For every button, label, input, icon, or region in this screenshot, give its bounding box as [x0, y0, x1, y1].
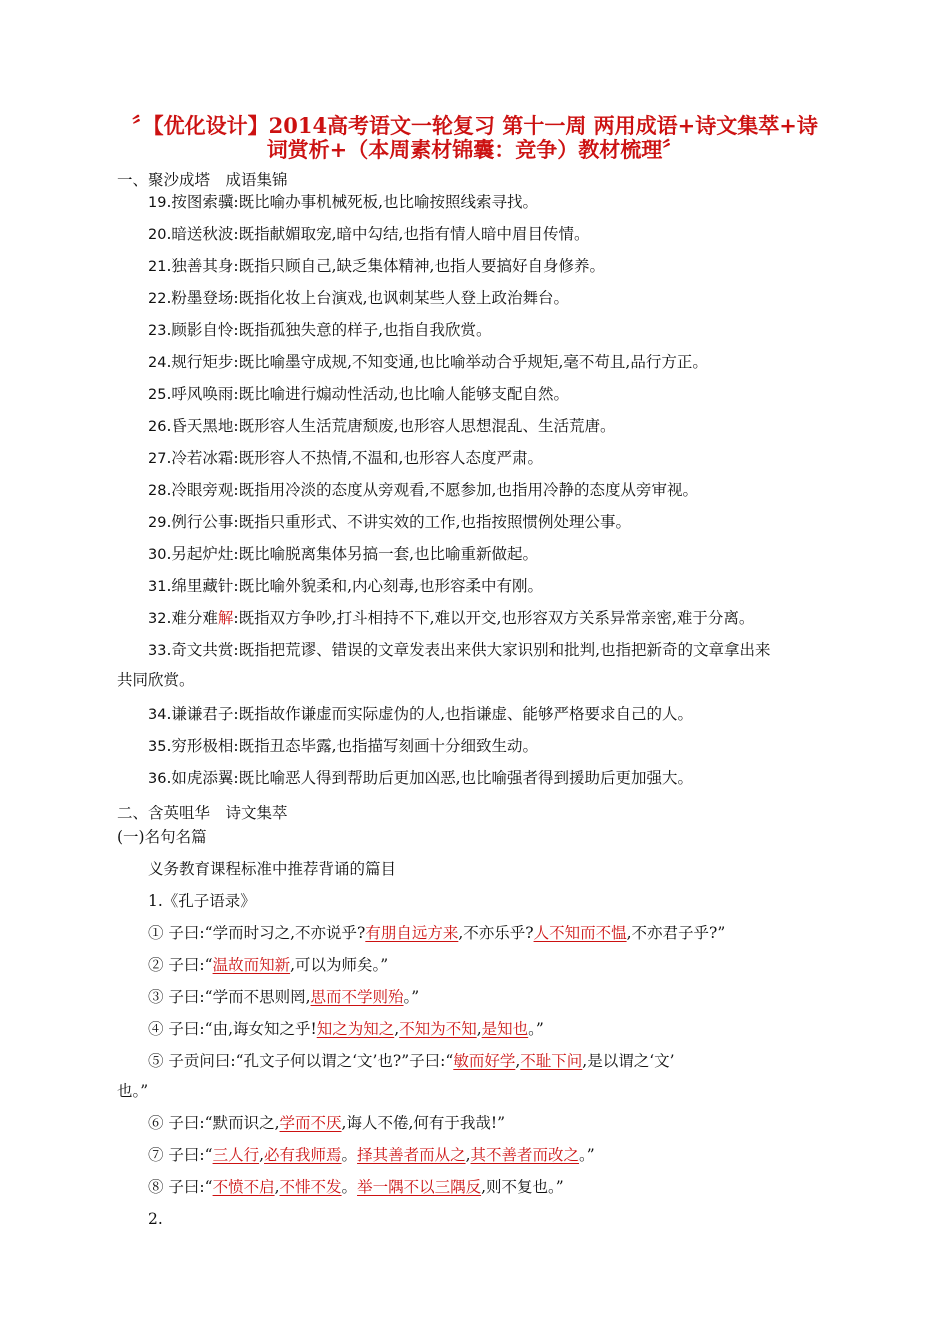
idiom-item	[148, 479, 698, 502]
idiom-definition: :既指丑态毕露,也指描写刻画十分细致生动。	[233, 737, 539, 755]
idiom-item	[148, 255, 605, 278]
idiom-number: 23	[148, 323, 167, 339]
idiom-definition: :既指用冷淡的态度从旁观看,不愿参加,也指用冷静的态度从旁审视。	[233, 481, 698, 499]
quote-answer: 有朋自远方来	[365, 924, 459, 942]
quote-text: ,是以谓之‘文’	[582, 1052, 675, 1070]
idiom-item	[148, 543, 538, 566]
idiom-term: 规行矩步	[171, 353, 234, 371]
quote-answer: 三人行	[212, 1146, 260, 1164]
section2-heading: 二、含英咀华 诗文集萃	[117, 804, 288, 822]
recitation-intro: 义务教育课程标准中推荐背诵的篇目	[148, 860, 397, 878]
idiom-number-dot: .	[166, 193, 172, 211]
idiom-number: 26	[148, 419, 167, 435]
idiom-definition: :既形容人不热情,不温和,也形容人态度严肃。	[233, 449, 543, 467]
quote-2	[148, 954, 388, 976]
idiom-term: 难分难	[171, 609, 218, 627]
quote-text: ,则不复也。”	[481, 1178, 564, 1196]
idiom-number-dot: .	[166, 481, 172, 499]
quote-text: ① 子曰:“学而时习之,不亦说乎?	[148, 924, 366, 942]
idiom-term: 顾影自怜	[171, 321, 234, 339]
idiom-number-dot: .	[166, 545, 172, 563]
idiom-number: 34	[148, 707, 167, 723]
idiom-definition-continuation: 共同欣赏。	[117, 671, 195, 689]
quote-answer: 知之为知之	[316, 1020, 395, 1038]
idiom-definition: :既指只重形式、不讲实效的工作,也指按照惯例处理公事。	[233, 513, 632, 531]
idiom-definition: :既指孤独失意的样子,也指自我欣赏。	[233, 321, 492, 339]
idiom-definition: :既比喻恶人得到帮助后更加凶恶,也比喻强者得到援助后更加强大。	[233, 769, 694, 787]
idiom-number-dot: .	[166, 417, 172, 435]
section1-heading: 一、聚沙成塔 成语集锦	[117, 171, 288, 189]
quote-text: ,	[515, 1052, 521, 1070]
quote-answer: 是知也	[481, 1020, 529, 1038]
idiom-item	[148, 287, 569, 310]
quote-answer: 温故而知新	[212, 956, 291, 974]
quote-text: ③ 子曰:“学而不思则罔,	[148, 988, 311, 1006]
document-title-line2: 词赏析+（本周素材锦囊：竞争）教材梳理〞	[266, 137, 684, 162]
quote-text: ,	[476, 1020, 482, 1038]
item-2-number: 2.	[148, 1210, 163, 1228]
idiom-number-dot: .	[166, 769, 172, 787]
quote-text: 。	[341, 1178, 358, 1196]
idiom-term: 暗送秋波	[171, 225, 234, 243]
quote-answer: 其不善者而改之	[470, 1146, 580, 1164]
quote-answer: 人不知而不愠	[533, 924, 627, 942]
idiom-item	[148, 703, 693, 726]
quote-8	[148, 1176, 564, 1198]
idiom-term: 另起炉灶	[171, 545, 234, 563]
quote-4	[148, 1018, 544, 1040]
idiom-number-dot: .	[166, 449, 172, 467]
idiom-number: 32	[148, 611, 167, 627]
quote-text: ,	[465, 1146, 471, 1164]
quote-7	[148, 1144, 595, 1166]
section2-subheading: (一)名句名篇	[117, 828, 207, 846]
quote-text: ,	[259, 1146, 265, 1164]
idiom-number: 29	[148, 515, 167, 531]
idiom-number: 36	[148, 771, 167, 787]
quote-answer: 学而不厌	[279, 1114, 342, 1132]
idiom-definition: :既比喻进行煽动性活动,也比喻人能够支配自然。	[233, 385, 570, 403]
quote-text: ⑥ 子曰:“默而识之,	[148, 1114, 280, 1132]
idiom-number: 27	[148, 451, 167, 467]
idiom-item	[148, 639, 771, 662]
idiom-number: 25	[148, 387, 167, 403]
quote-5	[148, 1050, 675, 1072]
idiom-item	[148, 767, 693, 790]
quote-answer: 不愤不启	[212, 1178, 275, 1196]
quote-text: ,	[274, 1178, 280, 1196]
idiom-number: 22	[148, 291, 167, 307]
idiom-number: 33	[148, 643, 167, 659]
idiom-number: 24	[148, 355, 167, 371]
quote-text: ⑤ 子贡问曰:“孔文子何以谓之‘文’也?”子曰:“	[148, 1052, 454, 1070]
quote-answer: 思而不学则殆	[310, 988, 404, 1006]
idiom-number: 35	[148, 739, 167, 755]
idiom-number-dot: .	[166, 705, 172, 723]
idiom-item	[148, 447, 543, 470]
idiom-definition: :既指双方争吵,打斗相持不下,难以开交,也形容双方关系异常亲密,难于分离。	[233, 609, 755, 627]
idiom-item	[148, 415, 616, 438]
quote-1	[148, 922, 725, 944]
idiom-number-dot: .	[166, 353, 172, 371]
idiom-term: 如虎添翼	[171, 769, 234, 787]
quote-answer: 不悱不发	[279, 1178, 342, 1196]
idiom-number: 20	[148, 227, 167, 243]
idiom-number-dot: .	[166, 385, 172, 403]
idiom-term: 穷形极相	[171, 737, 234, 755]
idiom-term: 按图索骥	[171, 193, 234, 211]
idiom-number: 19	[148, 195, 167, 211]
idiom-number: 31	[148, 579, 167, 595]
idiom-term: 冷若冰霜	[171, 449, 234, 467]
idiom-number-dot: .	[166, 513, 172, 531]
idiom-definition: :既指化妆上台演戏,也讽刺某些人登上政治舞台。	[233, 289, 570, 307]
quote-text: ⑧ 子曰:“	[148, 1178, 213, 1196]
quote-answer: 举一隅不以三隅反	[357, 1178, 482, 1196]
quote-text: ,诲人不倦,何有于我哉!”	[341, 1114, 506, 1132]
idiom-definition: :既指把荒谬、错误的文章发表出来供大家识别和批判,也指把新奇的文章拿出来	[233, 641, 771, 659]
idiom-definition: :既指只顾自己,缺乏集体精神,也指人要搞好自身修养。	[233, 257, 605, 275]
idiom-term: 谦谦君子	[171, 705, 234, 723]
idiom-number-dot: .	[166, 609, 172, 627]
idiom-number-dot: .	[166, 257, 172, 275]
idiom-number-dot: .	[166, 641, 172, 659]
quote-6	[148, 1112, 505, 1134]
idiom-item	[148, 191, 538, 214]
idiom-term: 冷眼旁观	[171, 481, 234, 499]
idiom-item	[148, 351, 708, 374]
idiom-number-dot: .	[166, 737, 172, 755]
quote-text: ⑦ 子曰:“	[148, 1146, 213, 1164]
book-title: 1.《孔子语录》	[148, 892, 256, 910]
idiom-number-dot: .	[166, 289, 172, 307]
idiom-term: 奇文共赏	[171, 641, 234, 659]
idiom-definition: :既比喻墨守成规,不知变通,也比喻举动合乎规矩,毫不苟且,品行方正。	[233, 353, 708, 371]
idiom-item	[148, 319, 492, 342]
idiom-term: 呼风唤雨	[171, 385, 234, 403]
idiom-number-dot: .	[166, 321, 172, 339]
idiom-definition: :既形容人生活荒唐颓废,也形容人思想混乱、生活荒唐。	[233, 417, 616, 435]
idiom-term: 粉墨登场	[171, 289, 234, 307]
quote-answer: 必有我师焉	[264, 1146, 342, 1164]
quote-text: ,不亦乐乎?	[458, 924, 534, 942]
idiom-definition: :既指故作谦虚而实际虚伪的人,也指谦虚、能够严格要求自己的人。	[233, 705, 694, 723]
document-title-line1: 〞【优化设计】2014高考语文一轮复习 第十一周 两用成语+诗文集萃+诗	[132, 113, 818, 138]
quote-text: ,不亦君子乎?”	[626, 924, 726, 942]
idiom-term: 独善其身	[171, 257, 234, 275]
idiom-number-dot: .	[166, 577, 172, 595]
idiom-definition: :既比喻脱离集体另搞一套,也比喻重新做起。	[233, 545, 539, 563]
idiom-term: 绵里藏针	[171, 577, 234, 595]
idiom-number-dot: .	[166, 225, 172, 243]
idiom-item	[148, 575, 543, 598]
idiom-number: 30	[148, 547, 167, 563]
quote-text: 。”	[528, 1020, 544, 1038]
quote-answer: 敏而好学	[453, 1052, 516, 1070]
quote-text: ,可以为师矣。”	[290, 956, 389, 974]
quote-answer: 不知为不知	[399, 1020, 477, 1038]
idiom-definition: :既比喻外貌柔和,内心刻毒,也形容柔中有刚。	[233, 577, 543, 595]
idiom-item	[148, 607, 754, 630]
idiom-term: 例行公事	[171, 513, 234, 531]
idiom-number: 21	[148, 259, 167, 275]
quote-text: 。”	[403, 988, 420, 1006]
idiom-definition: :既比喻办事机械死板,也比喻按照线索寻找。	[233, 193, 539, 211]
idiom-definition: :既指献媚取宠,暗中勾结,也指有情人暗中眉目传情。	[233, 225, 590, 243]
quote-3	[148, 986, 419, 1008]
quote-5-continuation: 也。”	[117, 1082, 149, 1100]
quote-answer: 择其善者而从之	[357, 1146, 466, 1164]
idiom-term-highlight: 解	[217, 609, 234, 627]
quote-text: ④ 子曰:“由,诲女知之乎!	[148, 1020, 317, 1038]
idiom-item	[148, 735, 538, 758]
quote-text: 。	[341, 1146, 358, 1164]
quote-text: ,	[394, 1020, 400, 1038]
quote-text: ② 子曰:“	[148, 956, 213, 974]
idiom-term: 昏天黑地	[171, 417, 234, 435]
idiom-item	[148, 223, 589, 246]
idiom-item	[148, 511, 631, 534]
idiom-item	[148, 383, 569, 406]
quote-text: 。”	[579, 1146, 595, 1164]
idiom-number: 28	[148, 483, 167, 499]
quote-answer: 不耻下问	[520, 1052, 583, 1070]
